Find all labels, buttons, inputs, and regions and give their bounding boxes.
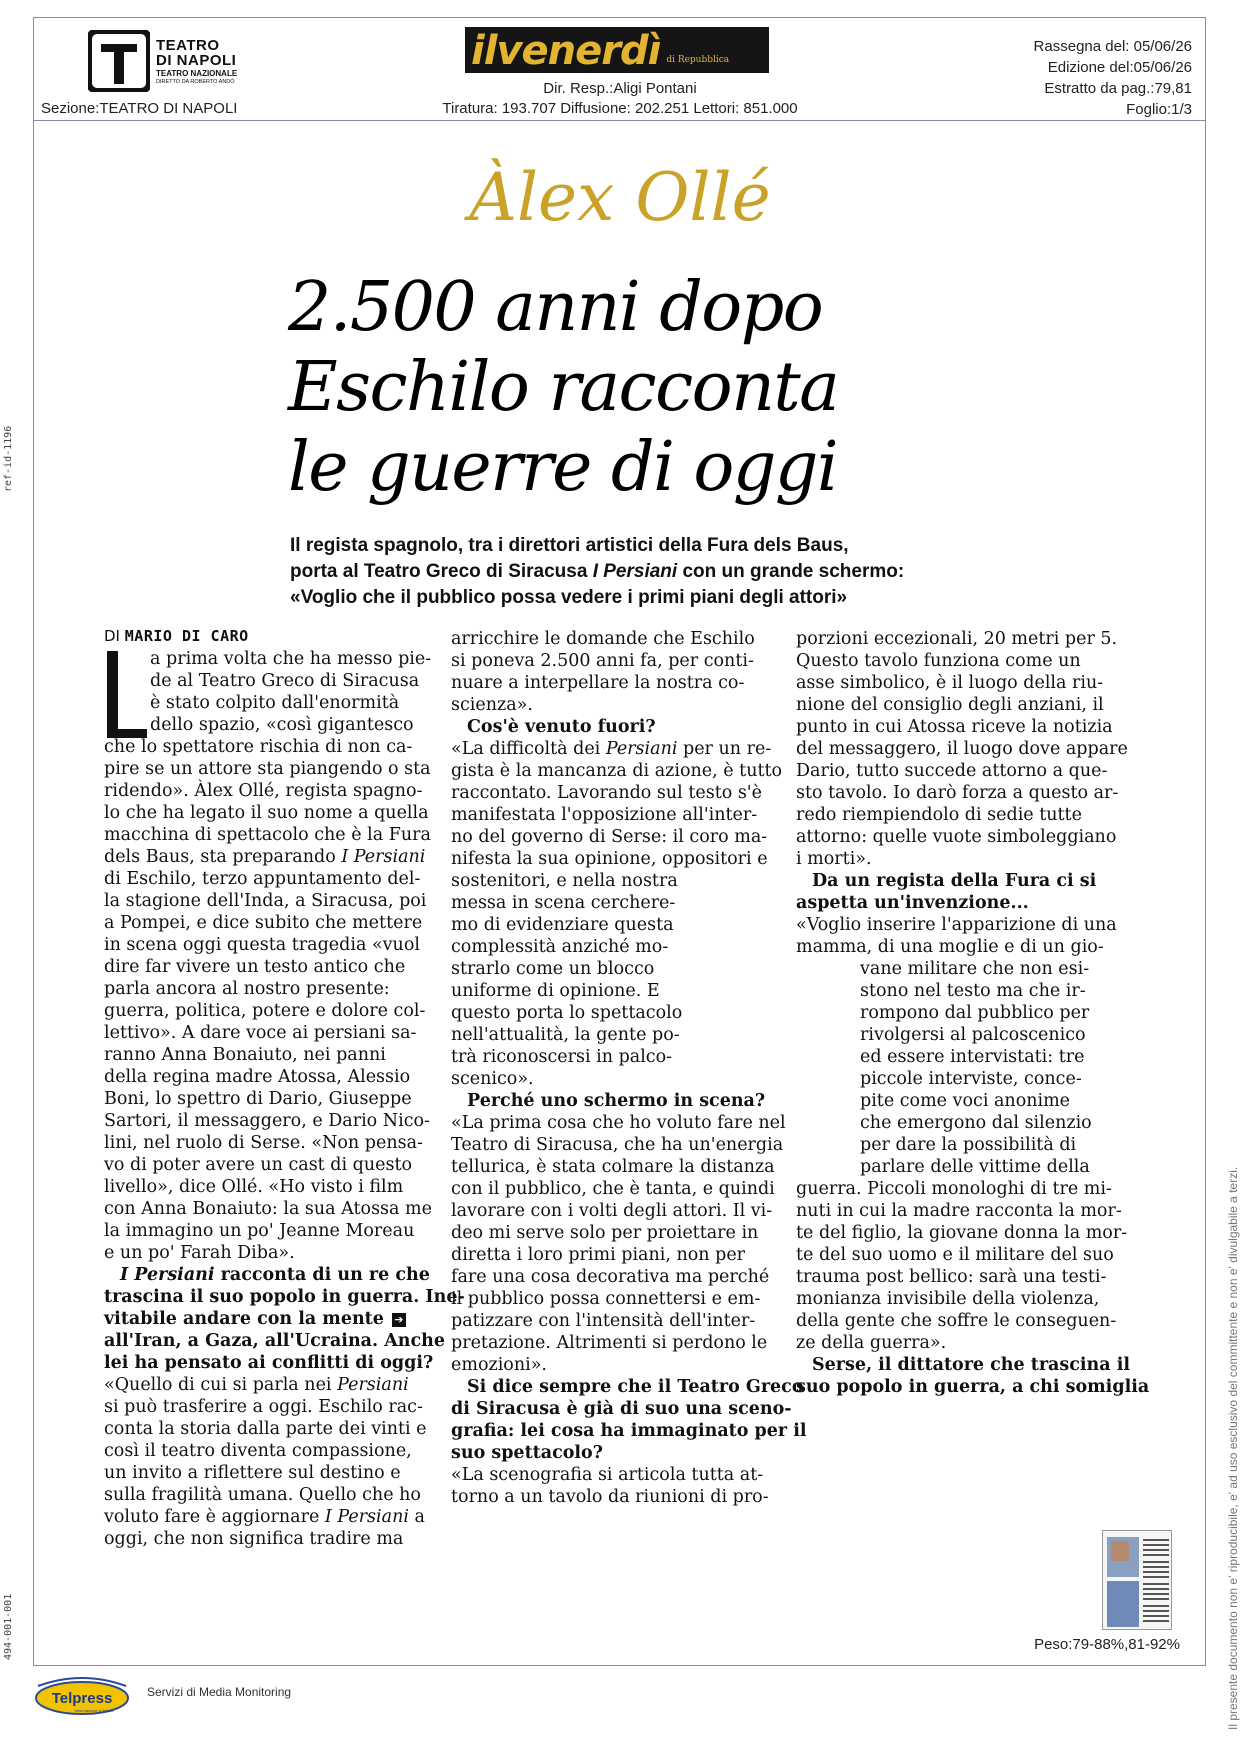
body-line: sulla fragilità umana. Quello che ho	[104, 1485, 421, 1505]
body-line: te del figlio, la giovane donna la mor-	[796, 1223, 1128, 1243]
telpress-logo-subtext: Informazione & Media	[74, 1708, 114, 1713]
body-line: con il pubblico, che è tanta, e quindi	[451, 1179, 775, 1199]
body-line: «La prima cosa che ho voluto fare nel	[451, 1113, 786, 1133]
body-line: e un po' Farah Diba».	[104, 1243, 295, 1263]
side-ref-bottom: 494-001-001	[3, 1593, 14, 1660]
body-line: sto tavolo. Io darò forza a questo ar-	[796, 783, 1119, 803]
body-line: redo riempiendolo di sedie tutte	[796, 805, 1082, 825]
estratto-pages: Estratto da pag.:79,81	[1044, 80, 1192, 97]
question-line: I Persiani racconta di un re che	[120, 1265, 430, 1285]
rassegna-date: Rassegna del: 05/06/26	[1033, 38, 1192, 55]
body-line: trà riconoscersi in palco-	[451, 1047, 673, 1067]
body-line: uniforme di opinione. E	[451, 981, 660, 1001]
continue-arrow-icon: ➔	[392, 1313, 406, 1327]
body-line: nuti in cui la madre racconta la mor-	[796, 1201, 1122, 1221]
body-line: questo porta lo spettacolo	[451, 1003, 683, 1023]
body-line: nifesta la sua opinione, oppositori e	[451, 849, 768, 869]
body-line: i morti».	[796, 849, 872, 869]
question-line: trascina il suo popolo in guerra. Ine-	[104, 1287, 465, 1307]
body-line: piccole interviste, conce-	[860, 1069, 1082, 1089]
body-line: dello spazio, «così gigantesco	[150, 715, 414, 735]
page-thumbnail	[1102, 1530, 1172, 1630]
headline-line: Eschilo racconta	[288, 348, 839, 427]
footer-service-label: Servizi di Media Monitoring	[147, 1685, 292, 1699]
question-line: Si dice sempre che il Teatro Greco	[467, 1377, 804, 1397]
logo-line-3: TEATRO NAZIONALE	[156, 69, 238, 78]
section-label: Sezione:TEATRO DI NAPOLI	[41, 100, 238, 117]
body-line: punto in cui Atossa riceve la notizia	[796, 717, 1113, 737]
body-line: ridendo». Àlex Ollé, regista spagno-	[104, 781, 423, 801]
headline-line: le guerre di oggi	[288, 428, 838, 507]
body-line: pretazione. Altrimenti si perdono le	[451, 1333, 768, 1353]
header-separator	[33, 120, 1206, 121]
interviewee-name: Àlex Ollé	[469, 159, 771, 236]
body-line: Questo tavolo funziona come un	[796, 651, 1081, 671]
body-line: Sartori, il messaggero, e Dario Nico-	[104, 1111, 430, 1131]
publication-sub: di Repubblica	[666, 55, 730, 65]
body-line: gista è la mancanza di azione, è tutto	[451, 761, 783, 781]
body-line: mamma, di una moglie e di un gio-	[796, 937, 1104, 957]
standfirst-line: Il regista spagnolo, tra i direttori artistici della Fura dels Baus,	[290, 535, 849, 556]
standfirst-text: con un grande schermo:	[677, 561, 905, 582]
body-line: per dare la possibilità di	[860, 1135, 1077, 1155]
article-column-3	[796, 628, 1150, 1398]
body-line: si può trasferire a oggi. Eschilo rac-	[104, 1397, 423, 1417]
body-line: «La scenografia si articola tutta at-	[451, 1465, 764, 1485]
logo-line-2: DI NAPOLI	[156, 52, 237, 69]
body-line: nione del consiglio degli anziani, il	[796, 695, 1104, 715]
question-line: grafia: lei cosa ha immaginato per il	[451, 1421, 807, 1441]
publication-director: Dir. Resp.:Aligi Pontani	[543, 80, 697, 97]
standfirst-text: porta al Teatro Greco di Siracusa	[290, 561, 593, 582]
body-line: che lo spettatore rischia di non ca-	[104, 737, 413, 757]
body-line: a Pompei, e dice subito che mettere	[104, 913, 423, 933]
body-line: si poneva 2.500 anni fa, per conti-	[451, 651, 754, 671]
body-line: così il teatro diventa compassione,	[104, 1441, 412, 1461]
telpress-logo	[32, 1672, 132, 1716]
body-line: «Voglio inserire l'apparizione di una	[796, 915, 1117, 935]
standfirst	[290, 533, 904, 611]
body-line: messa in scena cerchere-	[451, 893, 676, 913]
headline-line: 2.500 anni dopo	[288, 268, 823, 347]
question-line: Cos'è venuto fuori?	[467, 717, 656, 737]
foglio-count: Foglio:1/3	[1126, 101, 1192, 118]
logo-line-4: DIRETTO DA ROBERTO ANDÒ	[156, 79, 235, 85]
body-line: guerra. Piccoli monologhi di tre mi-	[796, 1179, 1112, 1199]
body-line: dels Baus, sta preparando I Persiani	[104, 847, 426, 867]
teatro-logo-mark-icon	[88, 30, 150, 92]
body-line: della gente che soffre le conseguen-	[796, 1311, 1117, 1331]
body-line: tellurica, è stata colmare la distanza	[451, 1157, 775, 1177]
headline	[288, 268, 838, 508]
body-line: «Quello di cui si parla nei Persiani	[104, 1375, 409, 1395]
body-line: Boni, lo spettro di Dario, Giuseppe	[104, 1089, 412, 1109]
body-line: pire se un attore sta piangendo o sta	[104, 759, 431, 779]
body-line: livello», dice Ollé. «Ho visto i film	[104, 1177, 404, 1197]
question-line: Perché uno schermo in scena?	[467, 1091, 766, 1111]
body-line: «La difficoltà dei Persiani per un re-	[451, 739, 772, 759]
body-line: nuare a interpellare la nostra co-	[451, 673, 745, 693]
body-line: arricchire le domande che Eschilo	[451, 629, 755, 649]
body-line: diretta i loro primi piani, non per	[451, 1245, 746, 1265]
body-line: macchina di spettacolo che è la Fura	[104, 825, 431, 845]
body-line: di Eschilo, terzo appuntamento del-	[104, 869, 421, 889]
body-line: scenico».	[451, 1069, 534, 1089]
body-line: vo di poter avere un cast di questo	[104, 1155, 413, 1175]
byline-author: MARIO DI CARO	[124, 627, 249, 645]
question-line: vitabile andare con la mente ➔	[104, 1308, 430, 1330]
question-line: suo spettacolo?	[451, 1443, 603, 1463]
body-line: della regina madre Atossa, Alessio	[104, 1067, 411, 1087]
body-line: torno a un tavolo da riunioni di pro-	[451, 1487, 769, 1507]
body-line: sostenitori, e nella nostra	[451, 871, 678, 891]
body-line: emozioni».	[451, 1355, 547, 1375]
edizione-date: Edizione del:05/06/26	[1047, 59, 1192, 76]
body-line: lavorare con i volti degli attori. Il vi-	[451, 1201, 773, 1221]
body-line: ranno Anna Bonaiuto, nei panni	[104, 1045, 386, 1065]
body-line: voluto fare è aggiornare I Persiani a	[104, 1507, 425, 1527]
teatro-di-napoli-logo	[88, 30, 258, 94]
body-line: conta la storia dalla parte dei vinti e	[104, 1419, 427, 1439]
body-line: dire far vivere un testo antico che	[104, 957, 406, 977]
body-line: un invito a riflettere sul destino e	[104, 1463, 401, 1483]
body-line: attorno: quelle vuote simboleggiano	[796, 827, 1117, 847]
body-line: monianza invisibile della violenza,	[796, 1289, 1100, 1309]
publication-circulation: Tiratura: 193.707 Diffusione: 202.251 Lettori: 851.000	[442, 100, 798, 117]
standfirst-line	[290, 559, 904, 585]
body-line: la immagino un po' Jeanne Moreau	[104, 1221, 415, 1241]
body-line: Teatro di Siracusa, che ha un'energia	[451, 1135, 784, 1155]
publication-name: ilvenerdì	[471, 28, 661, 74]
telpress-logo-text: Telpress	[51, 1690, 113, 1707]
body-line: vane militare che non esi-	[860, 959, 1090, 979]
standfirst-line: «Voglio che il pubblico possa vedere i primi piani degli attori»	[290, 587, 848, 608]
question-line: Serse, il dittatore che trascina il	[812, 1355, 1130, 1375]
body-line: mo di evidenziare questa	[451, 915, 674, 935]
question-line: aspetta un'invenzione...	[796, 893, 1029, 913]
body-line: Dario, tutto succede attorno a que-	[796, 761, 1108, 781]
body-line: asse simbolico, è il luogo della riu-	[796, 673, 1104, 693]
body-line: te del suo uomo e il militare del suo	[796, 1245, 1114, 1265]
body-line: oggi, che non significa tradire ma	[104, 1529, 404, 1549]
body-line: stono nel testo ma che ir-	[860, 981, 1086, 1001]
body-line: in scena oggi questa tragedia «vuol	[104, 935, 420, 955]
body-line: trauma post bellico: sarà una testi-	[796, 1267, 1107, 1287]
publication-logo	[465, 27, 769, 73]
byline	[104, 627, 249, 645]
body-line: patizzare con l'intensità dell'inter-	[451, 1311, 756, 1331]
body-line: complessità anziché mo-	[451, 937, 669, 957]
body-line: del messaggero, il luogo dove appare	[796, 739, 1128, 759]
body-line: nell'attualità, la gente po-	[451, 1025, 680, 1045]
body-line: a prima volta che ha messo pie-	[150, 649, 432, 669]
body-line: ed essere intervistati: tre	[860, 1047, 1085, 1067]
body-line: lo che ha legato il suo nome a quella	[104, 803, 429, 823]
body-line: pite come voci anonime	[860, 1091, 1071, 1111]
body-line: è stato colpito dall'enormità	[150, 693, 400, 713]
byline-prefix: DI	[104, 627, 120, 645]
body-line: de al Teatro Greco di Siracusa	[150, 671, 420, 691]
question-line: suo popolo in guerra, a chi somiglia	[796, 1377, 1150, 1397]
article-column-1	[104, 648, 465, 1550]
body-line: parlare delle vittime della	[860, 1157, 1090, 1177]
body-line: lini, nel ruolo di Serse. «Non pensa-	[104, 1133, 423, 1153]
body-line: con Anna Bonaiuto: la sua Atossa me	[104, 1199, 432, 1219]
body-line: manifestata l'opposizione all'inter-	[451, 805, 758, 825]
body-line: rompono dal pubblico per	[860, 1003, 1090, 1023]
body-line: guerra, politica, potere e dolore col-	[104, 1001, 426, 1021]
body-line: scienza».	[451, 695, 533, 715]
body-line: rivolgersi al palcoscenico	[860, 1025, 1086, 1045]
body-line: porzioni eccezionali, 20 metri per 5.	[796, 629, 1118, 649]
question-line: all'Iran, a Gaza, all'Ucraina. Anche	[104, 1331, 446, 1351]
peso-label: Peso:79-88%,81-92%	[1034, 1636, 1180, 1653]
logo-line-1: TEATRO	[156, 37, 220, 54]
question-line: Da un regista della Fura ci si	[812, 871, 1097, 891]
body-line: no del governo di Serse: il coro ma-	[451, 827, 768, 847]
body-line: parla ancora al nostro presente:	[104, 979, 390, 999]
side-ref-top: ref-id-1196	[3, 425, 14, 492]
body-line: lettivo». A dare voce ai persiani sa-	[104, 1023, 417, 1043]
disclaimer-vertical: Il presente documento non e' riproducibile, e' ad uso esclusivo del committente e non e' divulgabile a terzi.	[1226, 1166, 1240, 1730]
article-column-2	[451, 628, 807, 1508]
body-line: la stagione dell'Inda, a Siracusa, poi	[104, 891, 427, 911]
question-line: di Siracusa è già di suo una sceno-	[451, 1399, 792, 1419]
body-line: deo mi serve solo per proiettare in	[451, 1223, 759, 1243]
body-line: il pubblico possa connettersi e em-	[451, 1289, 761, 1309]
body-line: fare una cosa decorativa ma perché	[451, 1267, 770, 1287]
question-line: lei ha pensato ai conflitti di oggi?	[104, 1353, 434, 1373]
body-line: ze della guerra».	[796, 1333, 947, 1353]
body-line: che emergono dal silenzio	[860, 1113, 1092, 1133]
body-line: raccontato. Lavorando sul testo s'è	[451, 783, 762, 803]
standfirst-title-italic: I Persiani	[592, 561, 678, 582]
body-line: strarlo come un blocco	[451, 959, 655, 979]
